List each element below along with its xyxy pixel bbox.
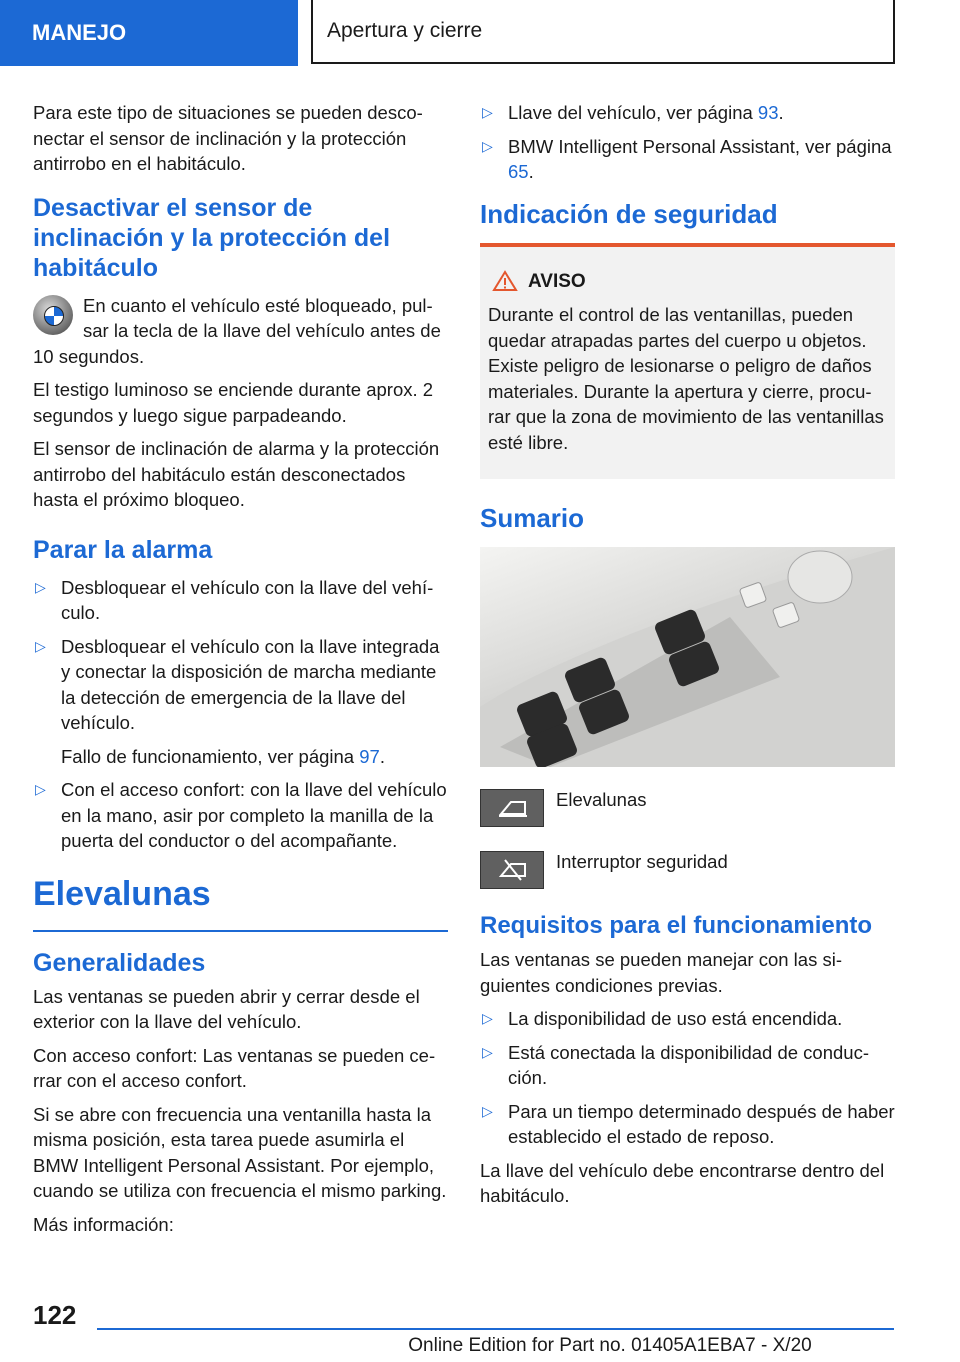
legend-label: Interruptor seguridad [556,851,728,872]
footer-rule [97,1328,894,1330]
bullet-triangle-icon: ▷ [35,578,46,595]
footer-edition: Online Edition for Part no. 01405A1EBA7 - X/20 [408,1335,812,1356]
page-number: 122 [33,1300,77,1330]
heading-rule [33,930,448,932]
llave-paragraph: La llave del vehículo debe encontrarse dentro del habitáculo. [480,1159,885,1206]
heading-desactivar: Desactivar el sensor de inclinación y la protección del habitáculo [33,193,391,282]
heading-sumario: Sumario [480,503,585,533]
list-item: ▷ Está conectada la disponibilidad de conducción. [482,1041,870,1088]
key-paragraph-text: En cuanto el vehículo esté bloqueado, pulsar la tecla de la llave del vehículo antes de 10 segundos. [33,294,441,367]
chapter-title: Apertura y cierre [327,19,483,42]
warning-title: AVISO [488,269,887,295]
legend-row [480,787,895,827]
list-item: ▷ La disponibilidad de uso está encendida. [480,1006,895,1032]
bmw-key-button-icon [33,295,73,335]
section-tab [0,0,298,66]
legend-row [480,849,895,889]
warning-text: Durante el control de las ventanillas, pueden quedar atrapadas partes del cuerpo u objetos. Existe peligro de lesionarse o peligro de daños materiales. Durante la apertura y cierre, procurar que la zona de movimiento de las ventanillas esté libre. [488,304,884,453]
parar-list-cont [33,777,448,854]
heading-indicacion: Indicación de seguridad [480,198,778,229]
generalidades-p2: Con acceso confort: Las ventanas se pueden cerrar con el acceso confort. [33,1044,436,1091]
heading-parar-alarma: Parar la alarma [33,535,213,564]
key-paragraph [33,293,448,370]
legend-label: Elevalunas [556,789,647,810]
chapter-tab [311,0,895,64]
parar-list [33,575,448,736]
bullet-triangle-icon: ▷ [482,137,493,154]
heading-generalidades: Generalidades [33,948,206,977]
list-item: ▷ Con el acceso confort: con la llave del vehículo en la mano, asir por completo la manilla de la puerta del conductor o del acompañante. [35,779,447,851]
safety-switch-icon [480,851,544,889]
window-switch-photo [480,547,895,767]
mas-informacion: Más información: [33,1213,174,1235]
right-column [480,100,895,1217]
bullet-triangle-icon: ▷ [482,1043,493,1060]
warning-box [480,247,895,480]
bullet-triangle-icon: ▷ [482,104,493,120]
list-item: ▷ Desbloquear el vehículo con la llave integrada y conectar la disposición de marcha mediante la detección de emergencia de la llave del vehículo. [35,635,440,733]
sensor-paragraph: El sensor de inclinación de alarma y la protección antirrobo del habitáculo están desconectados hasta el próximo bloqueo. [33,438,440,510]
list-item: ▷ Llave del vehículo, ver página 93. [480,100,895,126]
bullet-triangle-icon: ▷ [35,781,46,797]
intro-paragraph: Para este tipo de situaciones se pueden desconectar el sensor de inclinación y la protección antirrobo en el habitáculo. [33,102,423,174]
window-lift-icon [480,789,544,827]
heading-elevalunas: Elevalunas [33,874,211,913]
heading-requisitos: Requisitos para el funcionamiento [480,912,873,939]
bullet-triangle-icon: ▷ [482,1010,493,1026]
left-column [33,100,448,1245]
generalidades-p3: Si se abre con frecuencia una ventanilla hasta la misma posición, esta tarea puede asumirla el BMW Intelligent Personal Assistant. Por ejemplo, cuando se utiliza con frecuencia el mismo parking. [33,1103,447,1201]
page-link[interactable]: 93 [757,102,779,123]
section-title: MANEJO [32,20,127,45]
window-switch-illustration [480,547,895,767]
warning-triangle-icon [492,270,518,292]
requisitos-list [480,1006,895,1150]
bullet-triangle-icon: ▷ [35,637,46,654]
testigo-paragraph: El testigo luminoso se enciende durante aprox. 2 segundos y luego sigue parpadeando. [33,379,434,426]
generalidades-p1: Las ventanas se pueden abrir y cerrar desde el exterior con la llave del vehículo. [33,985,420,1032]
fallo-reference: Fallo de funcionamiento, ver página 97. [61,745,385,767]
list-item: ▷ BMW Intelligent Personal Assistant, ver página 65. [482,135,892,182]
page-link[interactable]: 97 [359,745,380,767]
list-item: ▷ Para un tiempo determinado después de haber establecido el estado de reposo. [482,1100,895,1147]
list-item: ▷ Desbloquear el vehículo con la llave del vehículo. [35,576,434,623]
requisitos-paragraph: Las ventanas se pueden manejar con las siguientes condiciones previas. [480,949,843,996]
bullet-triangle-icon: ▷ [482,1102,493,1119]
page-link[interactable]: 65 [508,161,529,182]
info-list [480,100,895,185]
